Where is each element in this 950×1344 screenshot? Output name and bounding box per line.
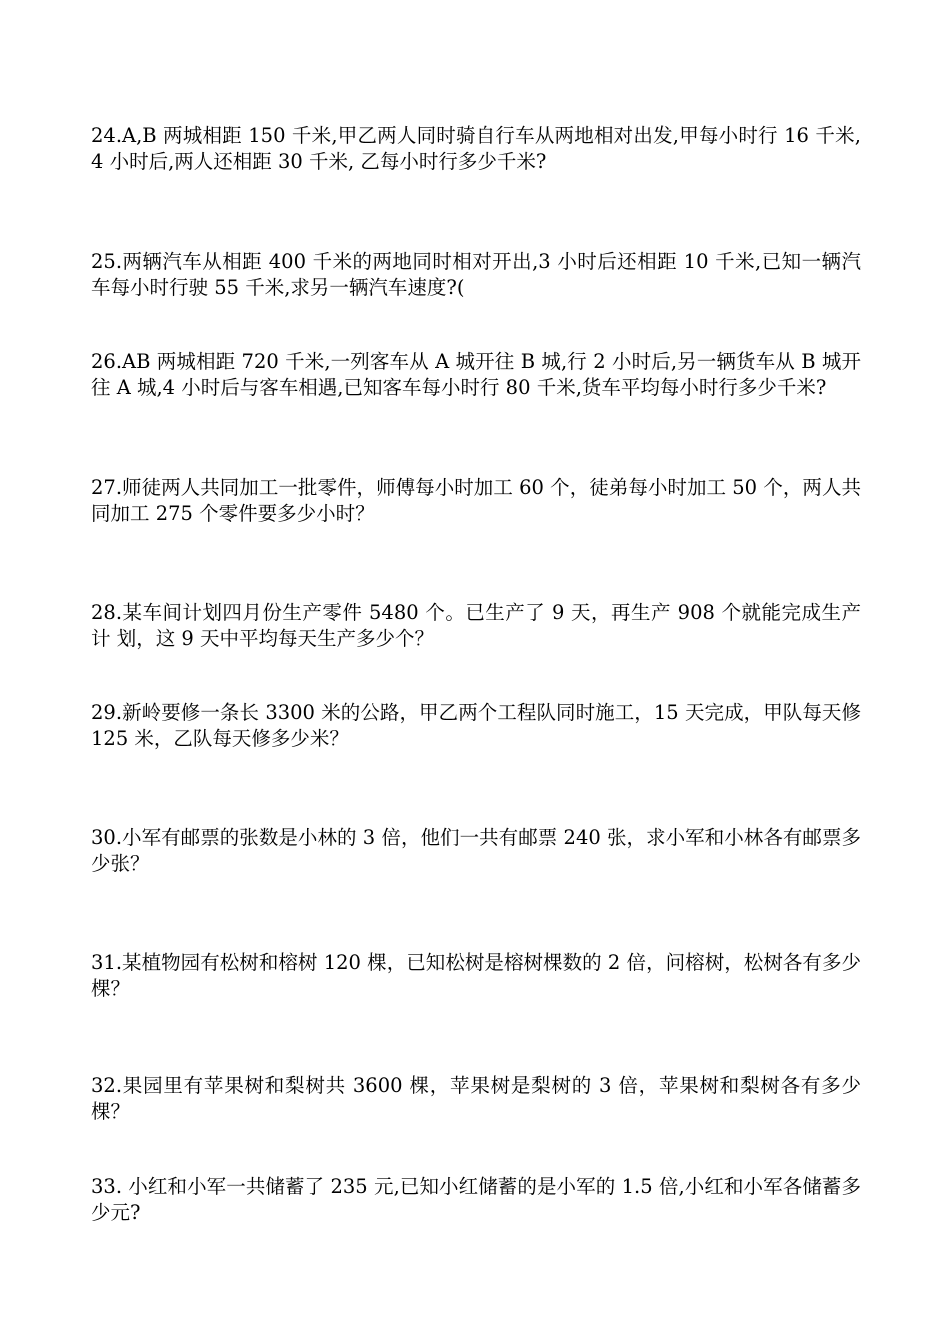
problem-31: 31.某植物园有松树和榕树 120 棵，已知松树是榕树棵数的 2 倍，问榕树，松树各有多少棵？ bbox=[91, 951, 861, 1000]
problem-28: 28.某车间计划四月份生产零件 5480 个。已生产了 9 天，再生产 908 个就能完成生产计 划，这 9 天中平均每天生产多少个？ bbox=[91, 601, 861, 650]
problem-33: 33. 小红和小军一共储蓄了 235 元,已知小红储蓄的是小军的 1.5 倍,小红和小军各储蓄多少元? bbox=[91, 1175, 861, 1224]
problem-32: 32.果园里有苹果树和梨树共 3600 棵，苹果树是梨树的 3 倍，苹果树和梨树各有多少棵？ bbox=[91, 1074, 861, 1123]
problem-30: 30.小军有邮票的张数是小林的 3 倍，他们一共有邮票 240 张，求小军和小林各有邮票多少张？ bbox=[91, 826, 861, 875]
problem-26: 26.AB 两城相距 720 千米,一列客车从 A 城开往 B 城,行 2 小时后,另一辆货车从 B 城开往 A 城,4 小时后与客车相遇,已知客车每小时行 80 千米,货车平均每小时行多少千米? bbox=[91, 350, 861, 399]
problem-27: 27.师徒两人共同加工一批零件，师傅每小时加工 60 个，徒弟每小时加工 50 个，两人共同加工 275 个零件要多少小时？ bbox=[91, 476, 861, 525]
problem-29: 29.新岭要修一条长 3300 米的公路，甲乙两个工程队同时施工，15 天完成，甲队每天修 125 米，乙队每天修多少米？ bbox=[91, 701, 861, 750]
problem-25: 25.两辆汽车从相距 400 千米的两地同时相对开出,3 小时后还相距 10 千米,已知一辆汽车每小时行驶 55 千米,求另一辆汽车速度?( bbox=[91, 250, 861, 299]
problem-24: 24.A,B 两城相距 150 千米,甲乙两人同时骑自行车从两地相对出发,甲每小时行 16 千米,4 小时后,两人还相距 30 千米, 乙每小时行多少千米? bbox=[91, 124, 861, 173]
